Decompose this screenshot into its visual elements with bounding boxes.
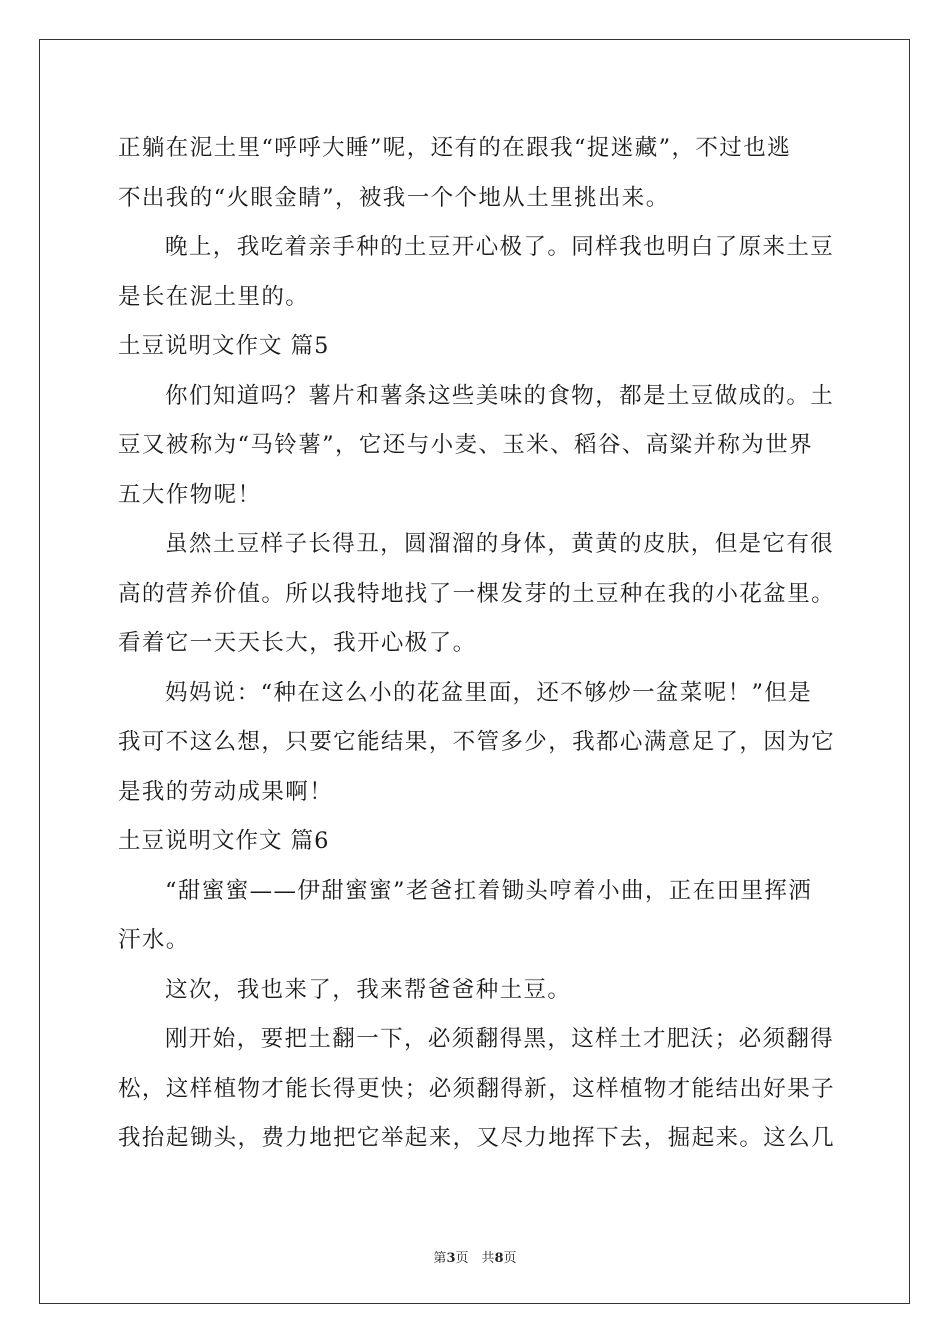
text-line: 豆又被称为“马铃薯”，它还与小麦、玉米、稻谷、高粱并称为世界 xyxy=(118,432,814,458)
document-body xyxy=(118,124,836,1164)
text-line: 汗水。 xyxy=(118,927,190,953)
text-line: 虽然土豆样子长得丑，圆溜溜的身体，黄黄的皮肤，但是它有很 xyxy=(165,531,835,557)
paragraph xyxy=(118,520,836,669)
text-line: 看着它一天天长大，我开心极了。 xyxy=(118,630,477,656)
footer-prefix: 第 xyxy=(433,1251,447,1266)
paragraph xyxy=(118,669,836,818)
paragraph xyxy=(118,867,832,966)
text-line: 高的营养价值。所以我特地找了一棵发芽的土豆种在我的小花盆里。 xyxy=(118,580,836,607)
text-line: 松，这样植物才能长得更快；必须翻得新，这样植物才能结出好果子 xyxy=(118,1075,836,1102)
text-line: 五大作物呢！ xyxy=(118,481,262,508)
paragraph xyxy=(118,124,832,223)
text-line: 刚开始，要把土翻一下，必须翻得黑，这样土才肥沃；必须翻得 xyxy=(165,1026,835,1052)
text-line: 晚上，我吃着亲手种的土豆开心极了。同样我也明白了原来土豆 xyxy=(165,234,835,260)
section-heading: 土豆说明文作文 篇5 xyxy=(118,333,330,359)
text-line: 我可不这么想，只要它能结果，不管多少，我都心满意足了，因为它 xyxy=(118,729,836,755)
paragraph xyxy=(118,966,832,1016)
current-page-number: 3 xyxy=(446,1251,456,1266)
text-line: 妈妈说：“种在这么小的花盆里面，还不够炒一盆菜呢！”但是 xyxy=(165,679,813,706)
text-line: “甜蜜蜜——伊甜蜜蜜”老爸扛着锄头哼着小曲，正在田里挥洒 xyxy=(165,877,813,904)
paragraph xyxy=(118,372,835,521)
section-heading: 土豆说明文作文 篇6 xyxy=(118,828,330,854)
page-footer xyxy=(0,1247,950,1266)
text-line: 我抬起锄头，费力地把它举起来，又尽力地挥下去，掘起来。这么几 xyxy=(118,1125,836,1151)
text-line: 是长在泥土里的。 xyxy=(118,283,310,310)
total-pages-number: 8 xyxy=(494,1251,504,1266)
paragraph xyxy=(118,223,835,322)
footer-mid: 页 共 xyxy=(455,1251,495,1266)
text-line: 你们知道吗？薯片和薯条这些美味的食物，都是土豆做成的。土 xyxy=(165,382,835,409)
paragraph xyxy=(118,1015,836,1164)
text-line: 是我的劳动成果啊！ xyxy=(118,778,334,805)
text-line: 正躺在泥土里“呼呼大睡”呢，还有的在跟我“捉迷藏”，不过也逃 xyxy=(118,135,792,161)
footer-suffix: 页 xyxy=(503,1251,517,1266)
text-line: 这次，我也来了，我来帮爸爸种土豆。 xyxy=(165,976,572,1003)
text-line: 不出我的“火眼金睛”，被我一个个地从土里挑出来。 xyxy=(118,184,670,211)
